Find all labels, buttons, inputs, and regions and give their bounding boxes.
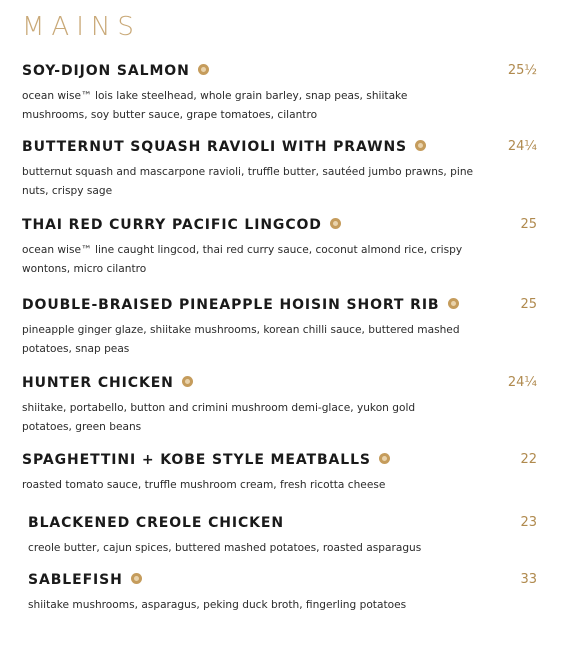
menu-item xyxy=(0,450,563,491)
gold-dot-icon xyxy=(330,218,341,229)
menu-item xyxy=(0,61,563,121)
menu-item-name: BLACKENED CREOLE CHICKEN xyxy=(28,515,284,531)
menu-item-price: 24¼ xyxy=(507,375,537,390)
menu-item-price: 33 xyxy=(520,572,537,587)
menu-item-name-wrap xyxy=(28,570,142,590)
gold-dot-icon xyxy=(198,64,209,75)
menu-item-description: ocean wise™ lois lake steelhead, whole grain barley, snap peas, shiitake mushrooms, soy butter sauce, grape tomatoes, cilantro xyxy=(22,90,408,121)
menu-item-name-wrap xyxy=(22,373,193,393)
menu-item-name-wrap xyxy=(22,215,341,235)
gold-dot-icon xyxy=(131,573,142,584)
menu-item-name: THAI RED CURRY PACIFIC LINGCOD xyxy=(22,217,322,233)
menu-item xyxy=(0,570,563,611)
menu-item-price: 23 xyxy=(520,515,537,530)
menu-item-name-wrap xyxy=(22,137,426,157)
menu-item xyxy=(0,295,563,355)
menu-item-header xyxy=(0,450,563,470)
menu-item-header xyxy=(0,61,563,81)
menu-item xyxy=(0,215,563,275)
menu-item-header xyxy=(0,295,563,315)
menu-item-header xyxy=(0,570,563,590)
gold-dot-icon xyxy=(415,140,426,151)
menu-item xyxy=(0,137,563,197)
menu-item-price: 25 xyxy=(520,217,537,232)
menu-item-price: 24¼ xyxy=(507,139,537,154)
menu-item-name: HUNTER CHICKEN xyxy=(22,375,174,391)
menu-item-description: shiitake mushrooms, asparagus, peking duck broth, fingerling potatoes xyxy=(28,599,407,611)
menu-item-name: SABLEFISH xyxy=(28,572,123,588)
menu-item-price: 25½ xyxy=(507,63,537,78)
menu-item-name: BUTTERNUT SQUASH RAVIOLI WITH PRAWNS xyxy=(22,139,408,155)
menu-item-name-wrap xyxy=(22,450,390,470)
menu-item-price: 22 xyxy=(520,452,537,467)
menu-item xyxy=(0,373,563,433)
menu-item-header xyxy=(0,513,563,533)
gold-dot-icon xyxy=(448,298,459,309)
menu-item-header xyxy=(0,215,563,235)
menu-item-price: 25 xyxy=(520,297,537,312)
menu-item-header xyxy=(0,137,563,157)
menu-item-description: pineapple ginger glaze, shiitake mushrooms, korean chilli sauce, buttered mashed potatoes, snap peas xyxy=(22,324,460,355)
menu-item-name-wrap xyxy=(28,513,284,533)
menu-item-description: creole butter, cajun spices, buttered mashed potatoes, roasted asparagus xyxy=(28,542,422,554)
menu-item-name: SOY-DIJON SALMON xyxy=(22,63,190,79)
menu-item-description: roasted tomato sauce, truffle mushroom cream, fresh ricotta cheese xyxy=(22,479,386,491)
gold-dot-icon xyxy=(379,453,390,464)
menu-item-name: SPAGHETTINI + KOBE STYLE MEATBALLS xyxy=(22,452,371,468)
menu-item-name-wrap xyxy=(22,295,459,315)
menu-item-description: butternut squash and mascarpone ravioli, truffle butter, sautéed jumbo prawns, pine nuts, crispy sage xyxy=(22,166,474,197)
menu-item-name: DOUBLE-BRAISED PINEAPPLE HOISIN SHORT RIB xyxy=(22,297,440,313)
menu-item-name-wrap xyxy=(22,61,209,81)
menu-item-header xyxy=(0,373,563,393)
menu-item-description: ocean wise™ line caught lingcod, thai red curry sauce, coconut almond rice, crispy wontons, micro cilantro xyxy=(22,244,463,275)
section-title: MAINS xyxy=(22,12,141,42)
menu-item-description: shiitake, portabello, button and crimini mushroom demi-glace, yukon gold potatoes, green beans xyxy=(22,402,416,433)
menu-item xyxy=(0,513,563,554)
gold-dot-icon xyxy=(182,376,193,387)
